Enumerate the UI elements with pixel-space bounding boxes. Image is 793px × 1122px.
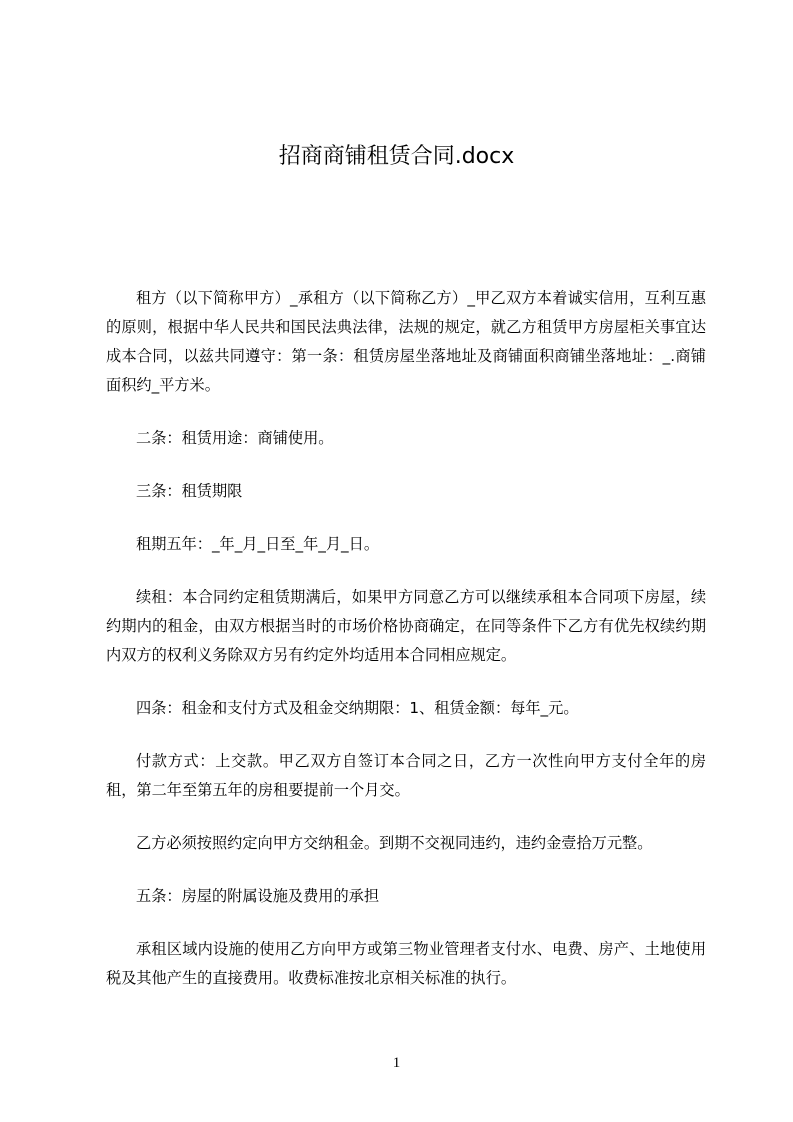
paragraph-article-3: 三条：租赁期限 bbox=[136, 482, 243, 500]
paragraph-lease-term: 租期五年：_年_月_日至_年_月_日。 bbox=[136, 535, 379, 553]
document-title: 招商商铺租赁合同.docx bbox=[278, 144, 515, 169]
page-number: 1 bbox=[392, 1055, 401, 1071]
paragraph-article-2: 二条：租赁用途：商铺使用。 bbox=[136, 429, 334, 447]
paragraph-article-5: 五条：房屋的附属设施及费用的承担 bbox=[136, 887, 379, 905]
paragraph-facility-costs: 承租区域内设施的使用乙方向甲方或第三物业管理者支付水、电费、房产、土地使用税及其他产生的直接费用。收费标准按北京相关标准的执行。 bbox=[106, 940, 706, 987]
paragraph-payment-method: 付款方式：上交款。甲乙双方自签订本合同之日，乙方一次性向甲方支付全年的房租，第二年至第五年的房租要提前一个月交。 bbox=[106, 752, 706, 799]
paragraph-article-4: 四条：租金和支付方式及租金交纳期限：1、租赁金额：每年_元。 bbox=[136, 699, 579, 717]
paragraph-late-payment: 乙方必须按照约定向甲方交纳租金。到期不交视同违约，违约金壹拾万元整。 bbox=[136, 834, 653, 852]
paragraph-renewal: 续租：本合同约定租赁期满后，如果甲方同意乙方可以继续承租本合同项下房屋，续约期内的租金，由双方根据当时的市场价格协商确定，在同等条件下乙方有优先权续约期内双方的权利义务除双方另有约定外均适用本合同相应规定。 bbox=[106, 588, 706, 664]
paragraph-preamble: 租方（以下简称甲方）_承租方（以下简称乙方）_甲乙双方本着诚实信用，互利互惠的原则，根据中华人民共和国民法典法律，法规的规定，就乙方租赁甲方房屋柜关事宜达成本合同，以兹共同遵守：第一条：租赁房屋坐落地址及商铺面积商铺坐落地址：_.商铺面积约_平方米。 bbox=[106, 289, 706, 394]
document-body bbox=[106, 284, 706, 1017]
